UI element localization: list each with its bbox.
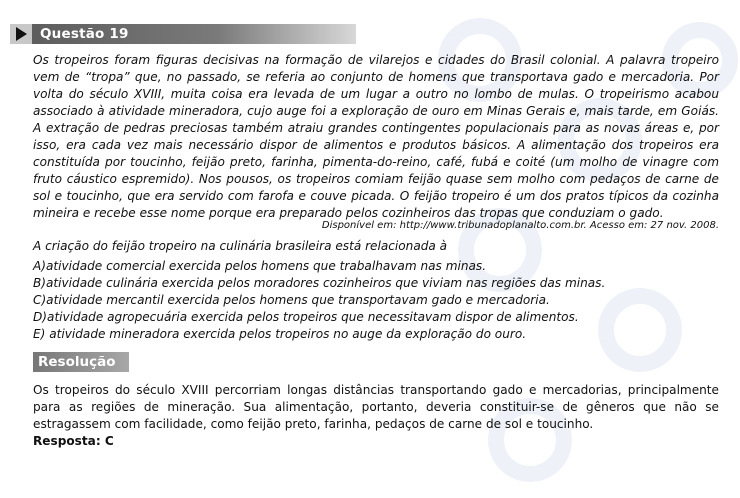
passage-source: Disponível em: http://www.tribunadoplanalto.com.br. Acesso em: 27 nov. 2008. — [321, 220, 719, 231]
option-a: A)atividade comercial exercida pelos homens que trabalhavam nas minas. — [33, 259, 487, 273]
question-title: Questão 19 — [40, 26, 129, 42]
question-prompt: A criação do feijão tropeiro na culinária brasileira está relacionada à — [33, 239, 448, 253]
passage-text: Os tropeiros foram figuras decisivas na formação de vilarejos e cidades do Brasil colonial. A palavra tropeiro vem de “tropa” que, no passado, se referia ao conjunto de homens que transportava gado e mercadoria. Por volta do século XVIII, muita coisa era levada de um lugar a outro no lombo de mulas. O tropeirismo acabou associado à atividade mineradora, cujo auge foi a exploração de ouro em Minas Gerais e, mais tarde, em Goiás. A extração de pedras preciosas também atraiu grandes contingentes populacionais para as novas áreas e, por isso, era cada vez mais necessário dispor de alimentos e produtos básicos. A alimentação dos tropeiros era constituída por toucinho, feijão preto, farinha, pimenta-do-reino, café, fubá e coité (um molho de vinagre com fruto cáustico espremido). Nos pousos, os tropeiros comiam feijão quase sem molho com pedaços de carne de sol e toucinho, que era servido com farofa e couve picada. O feijão tropeiro é um dos pratos típicos da cozinha mineira e recebe esse nome porque era preparado pelos cozinheiros das tropas que conduziam o gado. — [33, 53, 719, 220]
option-d: D)atividade agropecuária exercida pelos tropeiros que necessitavam dispor de alimentos. — [33, 310, 579, 324]
resolution-text: Os tropeiros do século XVIII percorriam longas distâncias transportando gado e mercadorias, principalmente para as regiões de mineração. Sua alimentação, portanto, deveria constituir-se de gêneros que não se estragassem com facilidade, como feijão preto, farinha, pedaços de carne de sol e toucinho. — [33, 383, 719, 431]
resolution-title: Resolução — [38, 354, 116, 370]
play-arrow-icon — [10, 24, 32, 44]
option-b: B)atividade culinária exercida pelos moradores cozinheiros que viviam nas regiões das minas. — [33, 276, 606, 290]
option-e: E) atividade mineradora exercida pelos tropeiros no auge da exploração do ouro. — [33, 327, 527, 341]
option-c: C)atividade mercantil exercida pelos homens que transportavam gado e mercadoria. — [33, 293, 550, 307]
answer-options — [33, 258, 723, 343]
answer-line: Resposta: C — [33, 434, 114, 448]
